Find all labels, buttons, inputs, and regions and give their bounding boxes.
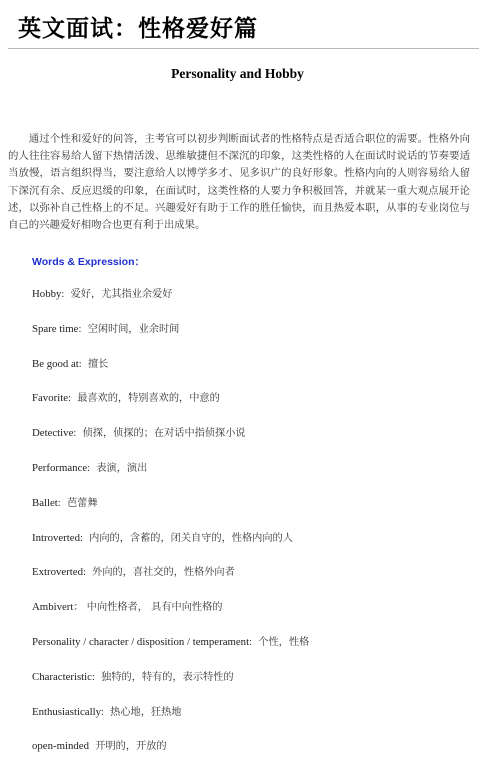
list-item <box>32 425 309 460</box>
vocab-separator: : <box>100 706 104 718</box>
vocab-separator: : <box>91 671 95 683</box>
list-item <box>32 564 309 599</box>
vocab-definition: 侦探，侦探的；在对话中指侦探小说 <box>82 428 246 440</box>
list-item <box>32 599 309 634</box>
list-item <box>32 669 309 704</box>
vocab-separator: : <box>249 636 252 648</box>
vocab-separator: : <box>61 289 65 300</box>
vocab-separator: ： <box>73 602 84 614</box>
vocab-definition: 最喜欢的，特别喜欢的，中意的 <box>77 393 220 405</box>
vocab-term: Favorite <box>32 392 68 405</box>
vocab-definition: 爱好，尤其指业余爱好 <box>70 289 173 300</box>
vocab-definition: 开明的，开放的 <box>95 741 167 753</box>
vocab-definition: 内向的，含蓄的，闭关自守的，性格内向的人 <box>89 532 293 544</box>
vocab-term: Performance <box>32 461 88 474</box>
vocab-separator: : <box>78 358 82 370</box>
vocabulary-list <box>32 286 309 773</box>
vocab-definition: 芭蕾舞 <box>67 497 98 509</box>
vocab-definition: 外向的，喜社交的，性格外向者 <box>92 567 235 579</box>
vocab-term: Hobby <box>32 288 62 300</box>
page-title: 英文面试：性格爱好篇 <box>18 16 258 42</box>
vocab-term: Introverted <box>32 531 80 544</box>
vocab-term: Ballet <box>32 496 58 509</box>
vocab-term: Enthusiastically <box>32 705 101 718</box>
vocab-definition: 热心地，狂热地 <box>110 706 182 718</box>
vocab-definition: 个性，性格 <box>258 636 310 648</box>
vocab-separator: : <box>67 393 71 405</box>
vocab-term: Detective <box>32 427 74 440</box>
vocab-separator: : <box>82 567 86 579</box>
list-item <box>32 321 309 356</box>
vocab-term: Ambivert <box>32 601 74 614</box>
list-item <box>32 530 309 565</box>
list-item <box>32 460 309 495</box>
vocab-term: Be good at <box>32 357 79 370</box>
list-item <box>32 495 309 530</box>
list-item <box>32 634 309 669</box>
list-item <box>32 286 309 321</box>
vocab-separator: : <box>57 497 61 509</box>
vocab-term: Spare time <box>32 322 79 335</box>
title-divider <box>8 48 479 49</box>
vocab-separator: : <box>87 462 91 474</box>
vocab-definition: 中向性格者， 具有中向性格的 <box>86 602 223 614</box>
subtitle: Personality and Hobby <box>171 66 304 81</box>
vocab-term: Personality / character / disposition / temperament <box>32 635 250 648</box>
vocab-term: Characteristic <box>32 670 92 683</box>
list-item <box>32 356 309 391</box>
section-heading: Words & Expression： <box>32 256 145 268</box>
list-item <box>32 390 309 425</box>
vocab-separator: : <box>73 428 77 440</box>
list-item <box>32 704 309 739</box>
vocab-definition: 擅长 <box>87 358 109 370</box>
list-item <box>32 738 309 773</box>
intro-paragraph: 通过个性和爱好的问答，主考官可以初步判断面试者的性格特点是否适合职位的需要。性格外向的人往往容易给人留下热情活泼、思维敏捷但不深沉的印象，这类性格的人在面试时说话的节奏要适当放慢，语言组织得当，要注意给人以博学多才、见多识广的良好形象。性格内向的人则容易给人留下深沉有余、反应迟缓的印象，在面试时，这类性格的人要力争积极回答，并就某一重大观点展开论述，以弥补自己性格上的不足。兴趣爱好有助于工作的胜任愉快，而且热爱本职，从事的专业岗位与自己的兴趣爱好相吻合也更有利于出成果。 <box>8 133 470 232</box>
vocab-definition: 独特的，特有的，表示特性的 <box>101 671 234 683</box>
vocab-definition: 空闲时间，业余时间 <box>87 323 180 335</box>
vocab-definition: 表演，演出 <box>96 462 148 474</box>
vocab-separator: : <box>79 532 83 544</box>
vocab-term: Extroverted <box>32 566 83 579</box>
vocab-term: open-minded <box>32 740 89 753</box>
vocab-separator: : <box>78 323 82 335</box>
